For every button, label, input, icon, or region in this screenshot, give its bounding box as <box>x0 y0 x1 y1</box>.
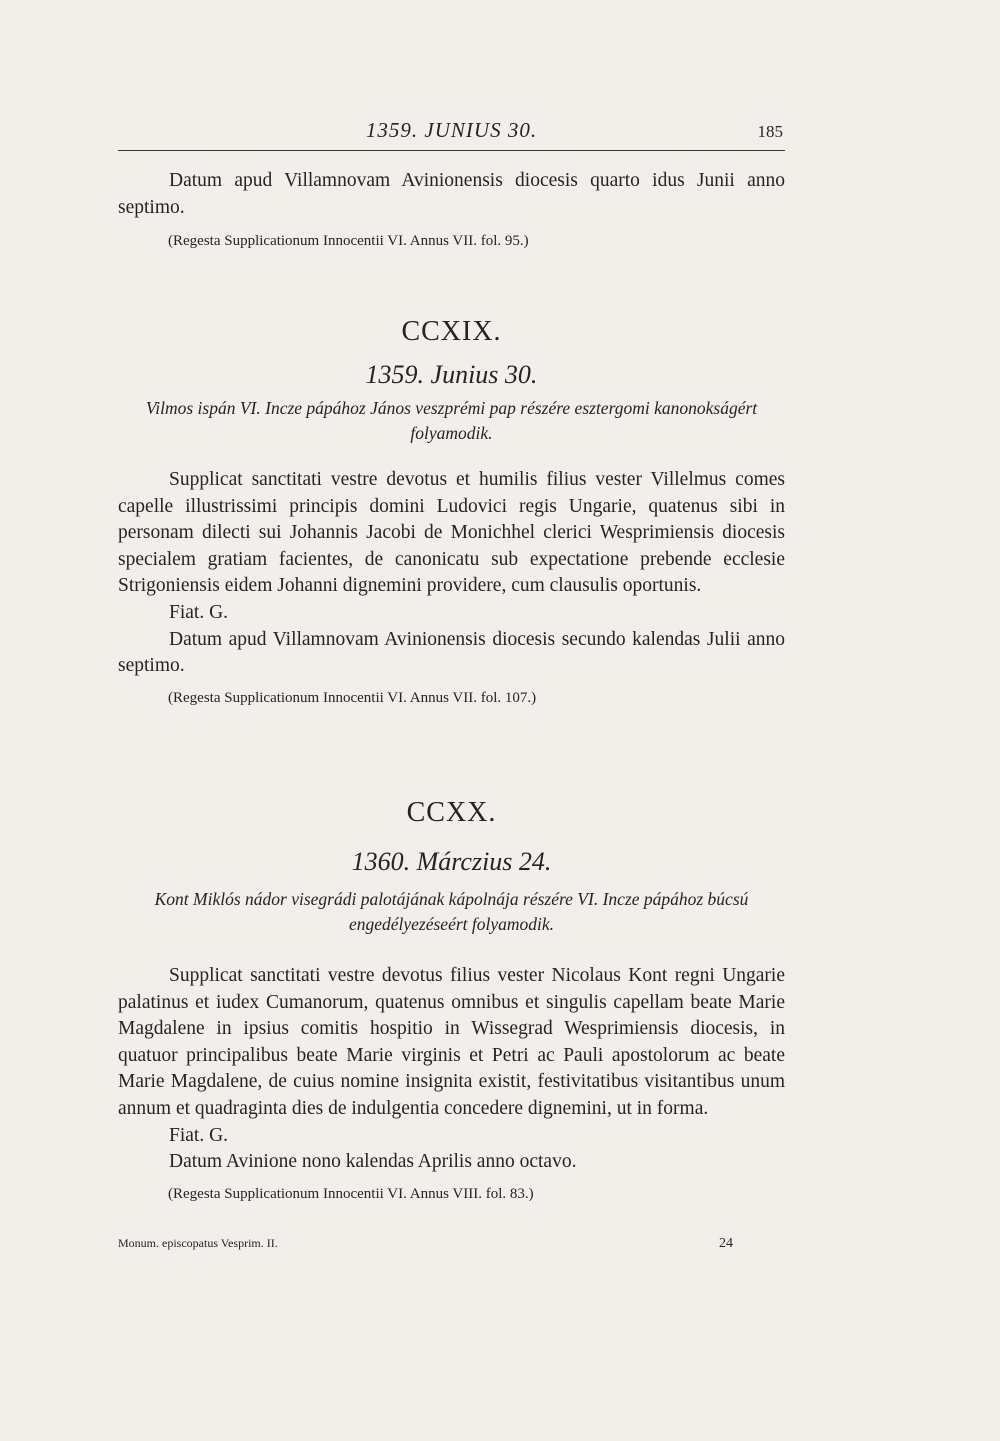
page-footer <box>118 1236 785 1251</box>
document-number: CCXX. <box>406 797 497 828</box>
preceding-source: (Regesta Supplicationum Innocentii VI. Annus VII. fol. 95.) <box>168 233 529 250</box>
document-fiat: Fiat. G. <box>169 601 229 623</box>
document-datum: Datum apud Villamnovam Avinionensis diocesis secundo kalendas Julii anno septimo. <box>118 628 785 677</box>
document-summary: Kont Miklós nádor visegrádi palotájának kápolnája részére VI. Incze pápához búcsú engedélyezéseért folyamodik. <box>154 889 749 934</box>
document-datum: Datum Avinione nono kalendas Aprilis anno octavo. <box>169 1151 577 1173</box>
document-number: CCXIX. <box>401 316 502 347</box>
running-header-date: 1359. JUNIUS 30. <box>365 118 538 142</box>
document-summary: Vilmos ispán VI. Incze pápához János veszprémi pap részére esztergomi kanonokságért folyamodik. <box>145 398 758 443</box>
document-date: 1359. Junius 30. <box>365 360 538 389</box>
page-number: 185 <box>757 122 783 141</box>
document-body: Supplicat sanctitati vestre devotus filius vester Nicolaus Kont regni Ungarie palatinus et iudex Cumanorum, quatenus omnibus et singulis capellam beate Marie Magdalene in ipsius comitis hospitio in Wissegrad Wesprimiensis diocesis, in quatuor principalibus beate Marie virginis et Petri ac Pauli apostolorum ac beate Marie Magdalene, de cuius nomine insignita existit, festivitatibus visitantibus unum annum et quadraginta dies de indulgentia concedere dignemini, ut in forma. <box>118 965 785 1119</box>
signature-mark: 24 <box>719 1236 733 1251</box>
document-source: (Regesta Supplicationum Innocentii VI. Annus VII. fol. 107.) <box>168 689 537 706</box>
document-fiat: Fiat. G. <box>169 1124 229 1146</box>
footer-series-title: Monum. episcopatus Vesprim. II. <box>118 1236 278 1250</box>
document-source: (Regesta Supplicationum Innocentii VI. Annus VIII. fol. 83.) <box>168 1185 534 1202</box>
running-header <box>118 118 785 151</box>
document-date: 1360. Márczius 24. <box>351 847 552 876</box>
document-body: Supplicat sanctitati vestre devotus et humilis filius vester Villelmus comes capelle illustrissimi principis domini Ludovici regis Ungarie, quatenus sibi in personam dilecti sui Johannis Jacobi de Monichhel clerici Wesprimiensis diocesis specialem gratiam facientes, de canonicatu sub expectatione prebende ecclesie Strigoniensis eidem Johanni dignemini providere, cum clausulis oportunis. <box>118 469 785 597</box>
preceding-datum: Datum apud Villamnovam Avinionensis diocesis quarto idus Junii anno septimo. <box>118 170 785 218</box>
document-ccxx <box>118 797 785 1204</box>
document-ccxix <box>118 316 785 708</box>
preceding-document-end <box>118 168 785 251</box>
